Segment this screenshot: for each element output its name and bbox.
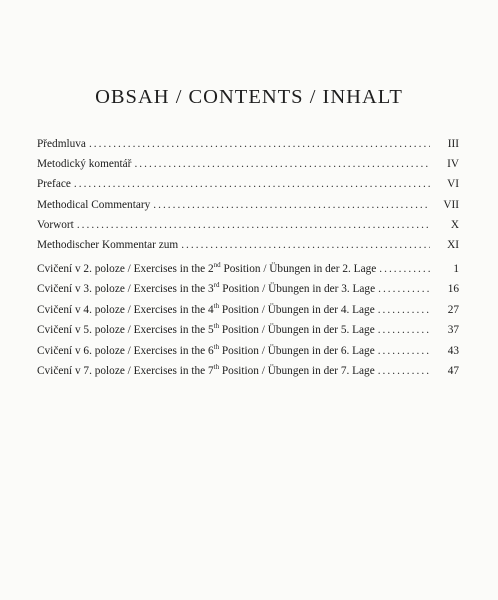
toc-entry-page: X <box>450 218 459 231</box>
dot-leader <box>181 239 430 251</box>
toc-entry-page: XI <box>447 238 459 251</box>
toc-entry-page: 27 <box>447 303 459 316</box>
toc-entry-label: Cvičení v 4. poloze / Exercises in the 4th Position / Übungen in der 4. Lage <box>37 301 375 316</box>
toc-entry[interactable] <box>37 362 459 385</box>
toc-entry[interactable] <box>37 301 459 324</box>
front-matter-list <box>37 138 459 259</box>
dot-leader <box>378 324 430 336</box>
toc-entry-page: 16 <box>447 283 459 296</box>
dot-leader <box>378 283 430 295</box>
dot-leader <box>379 263 430 275</box>
toc-entry[interactable] <box>37 283 459 303</box>
toc-entry[interactable] <box>37 219 459 239</box>
toc-entry-page: III <box>447 138 459 150</box>
toc-entry[interactable] <box>37 239 459 259</box>
toc-entry-label: Preface <box>37 178 71 191</box>
toc-entry[interactable] <box>37 263 459 283</box>
page-title: OBSAH / CONTENTS / INHALT <box>95 86 403 108</box>
dot-leader <box>378 304 430 316</box>
dot-leader <box>89 138 430 150</box>
toc-entry-label: Methodischer Kommentar zum <box>37 238 179 251</box>
dot-leader <box>378 365 430 377</box>
toc-entry-label: Methodical Commentary <box>37 198 151 211</box>
toc-entry-page: 1 <box>453 263 459 275</box>
toc-entry[interactable] <box>37 158 459 178</box>
toc-entry-label: Předmluva <box>37 138 86 150</box>
toc-entry[interactable] <box>37 178 459 198</box>
toc-entry-page: VII <box>443 198 459 211</box>
toc-entry[interactable] <box>37 342 459 365</box>
dot-leader <box>378 345 430 357</box>
exercises-list <box>37 263 459 385</box>
toc-entry-page: 43 <box>447 344 459 357</box>
toc-entry-label: Cvičení v 5. poloze / Exercises in the 5th Position / Übungen in der 5. Lage <box>37 322 375 337</box>
toc-entry-page: 37 <box>447 324 459 337</box>
toc-entry-page: VI <box>447 178 459 191</box>
toc-entry-label: Vorwort <box>37 218 74 231</box>
dot-leader <box>153 199 430 211</box>
toc-entry[interactable] <box>37 199 459 219</box>
toc-entry-label: Cvičení v 3. poloze / Exercises in the 3rd Position / Übungen in der 3. Lage <box>37 281 376 296</box>
toc-entry-page: IV <box>447 158 459 171</box>
dot-leader <box>74 178 430 190</box>
toc-entry-page: 47 <box>447 364 459 377</box>
toc-entry-label: Metodický komentář <box>37 158 132 171</box>
toc-entry-label: Cvičení v 6. poloze / Exercises in the 6th Position / Übungen in der 6. Lage <box>37 342 375 357</box>
toc-entry[interactable] <box>37 324 459 344</box>
toc-entry[interactable] <box>37 138 459 158</box>
toc-entry-label: Cvičení v 7. poloze / Exercises in the 7th Position / Übungen in der 7. Lage <box>37 362 375 377</box>
dot-leader <box>77 219 430 231</box>
dot-leader <box>134 158 430 170</box>
toc-entry-label: Cvičení v 2. poloze / Exercises in the 2nd Position / Übungen in der 2. Lage <box>37 261 377 275</box>
